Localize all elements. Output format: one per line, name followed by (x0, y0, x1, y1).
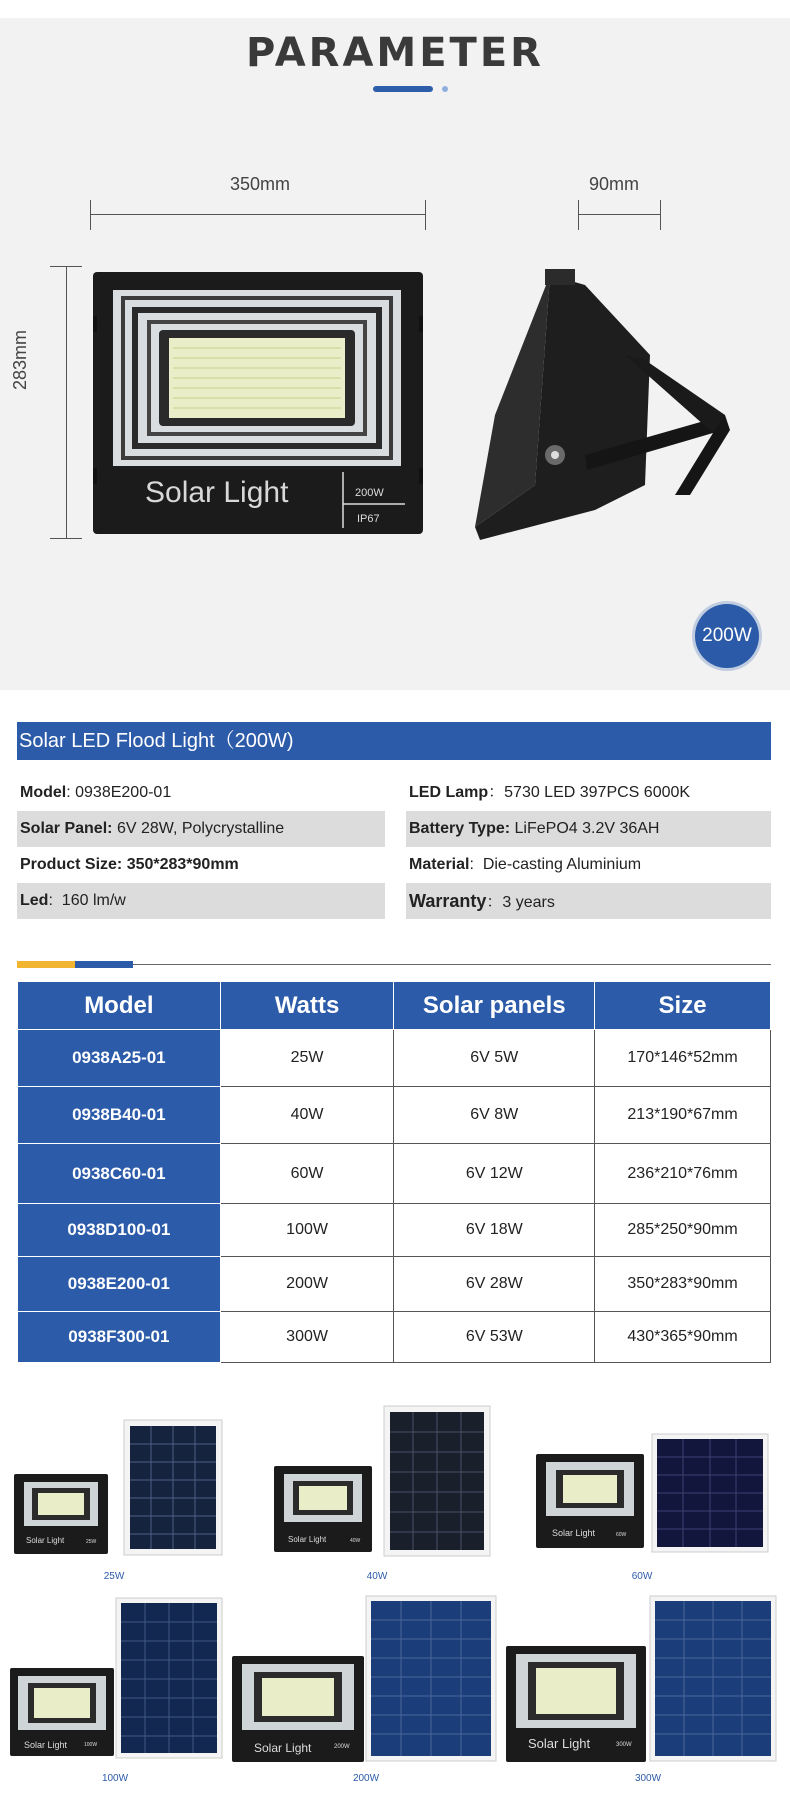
flood-light-front-view (93, 268, 423, 536)
table-cell-size: 350*283*90mm (595, 1257, 771, 1312)
spec-row-model: Model: 0938E200-01 (20, 784, 172, 801)
product-25w-image (14, 1412, 224, 1562)
table-header-watts: Watts (220, 982, 394, 1030)
spec-row-led: Led: 160 lm/w (17, 883, 385, 919)
spec-row-product-size: Product Size: 350*283*90mm (20, 856, 239, 873)
product-25w-watt: 25W (86, 1539, 97, 1545)
spec-row-solar-panel: Solar Panel: 6V 28W, Polycrystalline (17, 811, 385, 847)
product-200w-brand: Solar Light (254, 1741, 312, 1755)
product-200w-label: 200W (352, 1773, 380, 1784)
product-40w-image (274, 1404, 496, 1562)
product-60w-label: 60W (631, 1571, 653, 1582)
spec-row-material: Material: Die-casting Aluminium (409, 856, 642, 873)
product-25w-label: 25W (103, 1571, 125, 1582)
product-60w-brand: Solar Light (552, 1528, 596, 1538)
table-cell-model: 0938A25-01 (18, 1030, 221, 1087)
table-cell-model: 0938B40-01 (18, 1087, 221, 1144)
table-cell-watts: 40W (220, 1087, 394, 1144)
spec-row-battery-type: Battery Type: LiFePO4 3.2V 36AH (406, 811, 771, 847)
depth-dimension: 90mm (589, 174, 640, 194)
product-40w-watt: 40W (350, 1538, 361, 1544)
title-underline (373, 86, 433, 92)
flood-light-side-view (475, 265, 735, 550)
table-cell-solar-panel: 6V 18W (394, 1204, 595, 1257)
table-cell-watts: 200W (220, 1257, 394, 1312)
product-100w-label: 100W (101, 1773, 129, 1784)
width-dimension-line (90, 214, 426, 215)
product-40w-brand: Solar Light (288, 1535, 327, 1544)
table-cell-solar-panel: 6V 28W (394, 1257, 595, 1312)
table-header-size: Size (595, 982, 771, 1030)
separator-yellow (17, 961, 75, 968)
product-40w-label: 40W (366, 1571, 388, 1582)
model-table (17, 981, 771, 1363)
product-300w-watt: 300W (616, 1742, 632, 1748)
table-cell-size: 170*146*52mm (595, 1030, 771, 1087)
page-title: PARAMETER (246, 30, 544, 76)
parameter-section (0, 0, 790, 690)
front-wattage-text: 200W (355, 487, 384, 499)
product-300w-label: 300W (634, 1773, 662, 1784)
spec-heading: Solar LED Flood Light（200W) (17, 722, 771, 760)
table-row (18, 1030, 771, 1087)
separator-line (133, 964, 771, 965)
product-100w-brand: Solar Light (24, 1740, 68, 1750)
product-60w-watt: 60W (616, 1532, 627, 1538)
table-header-model: Model (18, 982, 221, 1030)
product-100w-image (10, 1596, 226, 1760)
table-cell-solar-panel: 6V 12W (394, 1144, 595, 1204)
table-cell-size: 213*190*67mm (595, 1087, 771, 1144)
title-dot (442, 86, 448, 92)
product-60w-image (536, 1428, 771, 1556)
spec-row-warranty: Warranty：3 years (406, 883, 771, 919)
table-cell-watts: 100W (220, 1204, 394, 1257)
table-row (18, 1312, 771, 1363)
table-header-row (18, 982, 771, 1030)
wattage-badge: 200W (695, 604, 759, 668)
table-cell-watts: 60W (220, 1144, 394, 1204)
product-200w-watt: 200W (334, 1744, 350, 1750)
table-cell-size: 430*365*90mm (595, 1312, 771, 1363)
product-100w-watt: 100W (84, 1742, 98, 1748)
separator-blue (75, 961, 133, 968)
depth-dimension-line (578, 214, 660, 215)
width-dimension: 350mm (230, 174, 291, 194)
front-brand-text: Solar Light (145, 476, 289, 509)
table-cell-model: 0938E200-01 (18, 1257, 221, 1312)
product-300w-brand: Solar Light (528, 1736, 591, 1751)
table-cell-solar-panel: 6V 53W (394, 1312, 595, 1363)
table-row (18, 1087, 771, 1144)
table-header-solar-panels: Solar panels (394, 982, 595, 1030)
product-300w-image (506, 1590, 778, 1765)
product-200w-image (232, 1590, 498, 1765)
spec-row-led-lamp: LED Lamp：5730 LED 397PCS 6000K (409, 784, 691, 801)
front-rating-text: IP67 (357, 513, 380, 525)
table-cell-model: 0938F300-01 (18, 1312, 221, 1363)
table-cell-watts: 300W (220, 1312, 394, 1363)
table-cell-watts: 25W (220, 1030, 394, 1087)
height-dimension-line (66, 266, 67, 538)
product-25w-brand: Solar Light (26, 1536, 65, 1545)
table-row (18, 1144, 771, 1204)
table-row (18, 1204, 771, 1257)
height-dimension: 283mm (10, 329, 30, 390)
table-cell-size: 285*250*90mm (595, 1204, 771, 1257)
table-cell-solar-panel: 6V 8W (394, 1087, 595, 1144)
table-cell-solar-panel: 6V 5W (394, 1030, 595, 1087)
table-row (18, 1257, 771, 1312)
table-cell-model: 0938C60-01 (18, 1144, 221, 1204)
table-cell-size: 236*210*76mm (595, 1144, 771, 1204)
table-cell-model: 0938D100-01 (18, 1204, 221, 1257)
